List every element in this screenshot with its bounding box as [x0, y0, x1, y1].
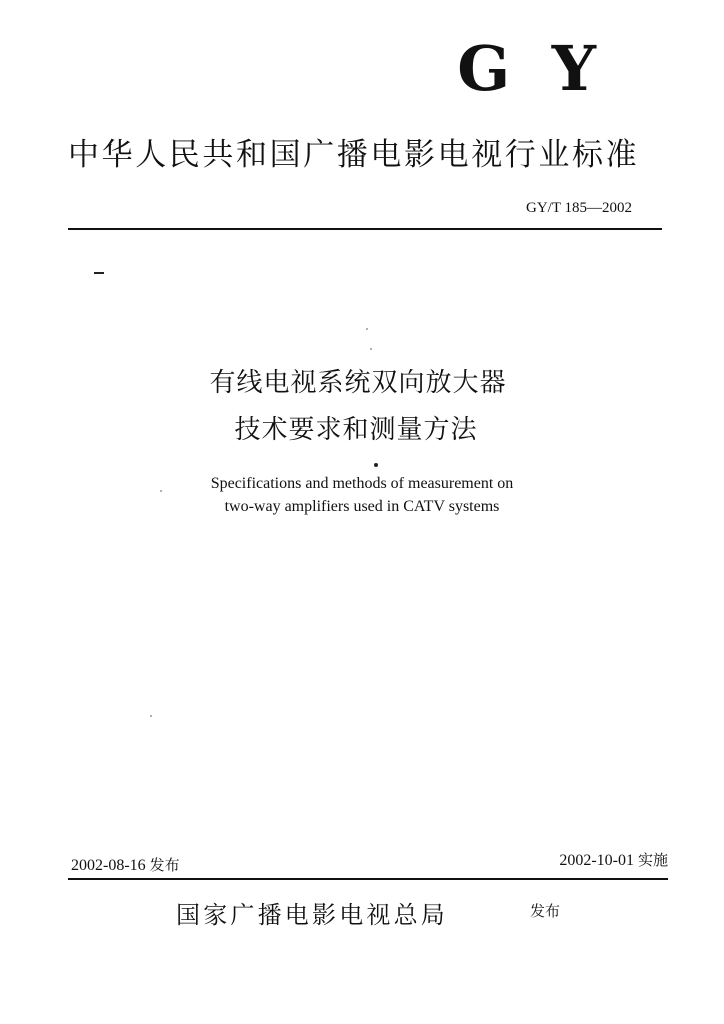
scan-mark [94, 272, 104, 274]
industry-standard-title: 中华人民共和国广播电影电视行业标准 [68, 137, 640, 173]
issue-label: 发布 [149, 856, 180, 874]
scan-speck [370, 348, 372, 350]
scan-speck [366, 328, 368, 330]
gy-logo: G Y [457, 32, 606, 105]
standard-number: GY/T 185—2002 [526, 200, 632, 216]
document-title-en-line1: Specifications and methods of measurement on [210, 475, 514, 492]
document-title-cn-line2: 技术要求和测量方法 [234, 415, 478, 445]
issue-date: 2002-08-16 [71, 857, 146, 874]
document-title-en-line2: two-way amplifiers used in CATV systems [224, 498, 500, 515]
publish-label: 发布 [530, 902, 561, 920]
implement-date-line [559, 853, 668, 869]
implement-label: 实施 [637, 851, 668, 869]
implement-date: 2002-10-01 [559, 852, 634, 869]
document-title-cn-line1: 有线电视系统双向放大器 [209, 368, 507, 398]
footer-divider [68, 878, 668, 880]
scan-dot [374, 463, 378, 467]
header-divider [68, 228, 662, 230]
scan-speck [150, 715, 152, 717]
issuing-authority: 国家广播电影电视总局 [176, 901, 448, 929]
issue-date-line [71, 858, 180, 874]
